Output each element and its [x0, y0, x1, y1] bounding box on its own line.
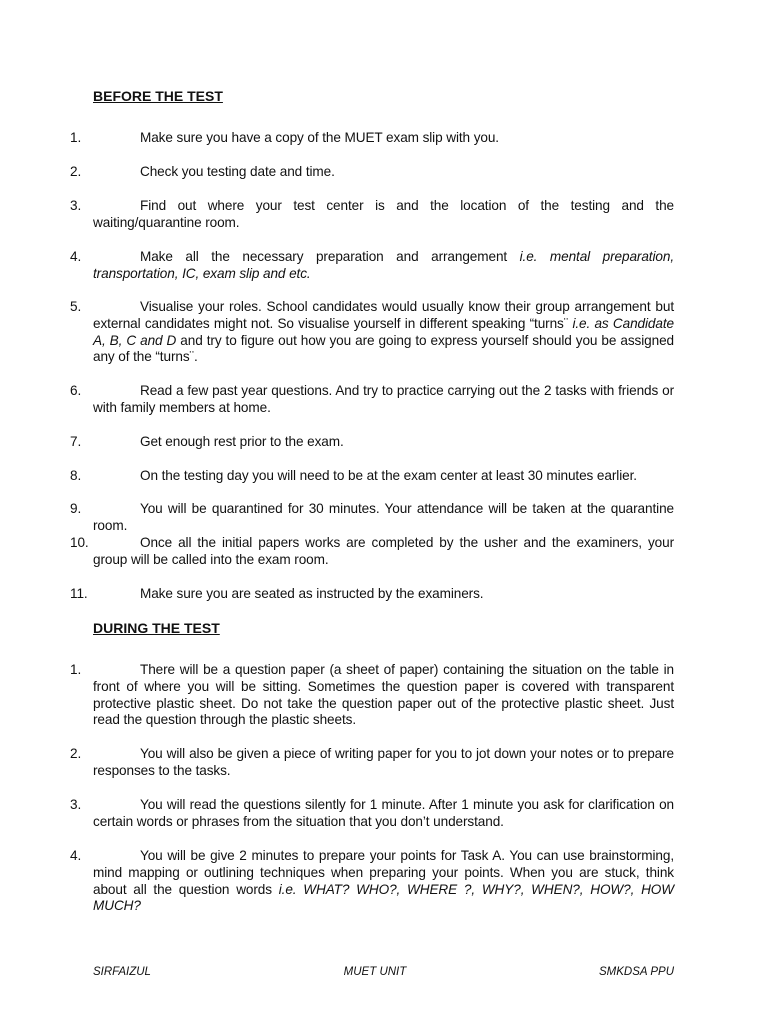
item-number: 9. — [70, 501, 82, 516]
during-test-heading: DURING THE TEST — [93, 620, 220, 636]
item-text: Make sure you are seated as instructed by the examiners. — [140, 586, 484, 601]
item-text: Find out where your test center is and the location of the testing and the waiting/quarantine room. — [93, 198, 674, 230]
item-text: You will be quarantined for 30 minutes. Your attendance will be taken at the quarantine room. — [93, 501, 674, 533]
list-item — [70, 662, 674, 729]
item-text: Make sure you have a copy of the MUET exam slip with you. — [140, 130, 499, 145]
list-item — [70, 468, 674, 485]
item-text: Read a few past year questions. And try to practice carrying out the 2 tasks with friends or with family members at home. — [93, 383, 674, 415]
item-text: Visualise your roles. School candidates would usually know their group arrangement but external candidates might not. So visualise yourself in different speaking “turns¨ — [93, 299, 674, 331]
item-text: On the testing day you will need to be at the exam center at least 30 minutes earlier. — [140, 468, 637, 483]
item-number: 2. — [70, 746, 82, 761]
item-number: 6. — [70, 383, 82, 398]
item-text: You will read the questions silently for 1 minute. After 1 minute you ask for clarification on certain words or phrases from the situation that you don’t understand. — [93, 797, 674, 829]
list-item — [70, 746, 674, 780]
item-text: Make all the necessary preparation and arrangement — [140, 249, 520, 264]
item-text: Get enough rest prior to the exam. — [140, 434, 344, 449]
list-item — [70, 434, 674, 451]
list-item — [70, 299, 674, 366]
item-text: Once all the initial papers works are completed by the usher and the examiners, your group will be called into the exam room. — [93, 535, 674, 567]
item-text: You will also be given a piece of writing paper for you to jot down your notes or to prepare responses to the tasks. — [93, 746, 674, 778]
list-item — [70, 130, 674, 147]
item-number: 3. — [70, 198, 82, 213]
before-test-heading: BEFORE THE TEST — [93, 88, 223, 104]
item-number: 5. — [70, 299, 82, 314]
footer-right: SMKDSA PPU — [599, 966, 674, 978]
list-item — [70, 848, 674, 915]
item-text: There will be a question paper (a sheet of paper) containing the situation on the table in front of where you will be sitting. Sometimes the question paper is covered with transparent protective plastic sheet. Do not take the question paper out of the protective plastic sheet. Just read the question through the plastic sheets. — [93, 662, 674, 728]
list-item — [70, 501, 674, 535]
list-item — [70, 249, 674, 283]
list-item — [70, 198, 674, 232]
item-number: 4. — [70, 249, 82, 264]
item-number: 11. — [70, 586, 88, 601]
item-text: Check you testing date and time. — [140, 164, 335, 179]
footer-center: MUET UNIT — [343, 966, 407, 978]
item-number: 1. — [70, 130, 82, 145]
page-footer — [93, 966, 674, 978]
list-item — [70, 383, 674, 417]
item-emphasis: i.e. mental preparation, transportation, IC, exam slip and etc. — [93, 249, 674, 281]
list-item — [70, 535, 674, 569]
item-number: 2. — [70, 164, 82, 179]
item-number: 4. — [70, 848, 82, 863]
item-emphasis: i.e. WHAT? WHO?, WHERE ?, WHY?, WHEN?, HOW?, HOW MUCH? — [93, 881, 675, 914]
list-item — [70, 797, 674, 831]
item-number: 10. — [70, 535, 89, 550]
item-emphasis: i.e. as Candidate A, B, C and D — [93, 315, 674, 348]
list-item — [70, 164, 674, 181]
item-number: 1. — [70, 662, 82, 677]
item-number: 3. — [70, 797, 82, 812]
item-number: 7. — [70, 434, 82, 449]
list-item — [70, 586, 674, 603]
item-number: 8. — [70, 468, 82, 483]
item-text: and try to figure out how you are going to express yourself should you be assigned any of the “turns¨. — [93, 332, 674, 365]
footer-left: SIRFAIZUL — [93, 966, 151, 978]
item-text: You will be give 2 minutes to prepare your points for Task A. You can use brainstorming, mind mapping or outlining techniques when preparing your points. When you are stuck, think about all the question words — [93, 848, 674, 897]
